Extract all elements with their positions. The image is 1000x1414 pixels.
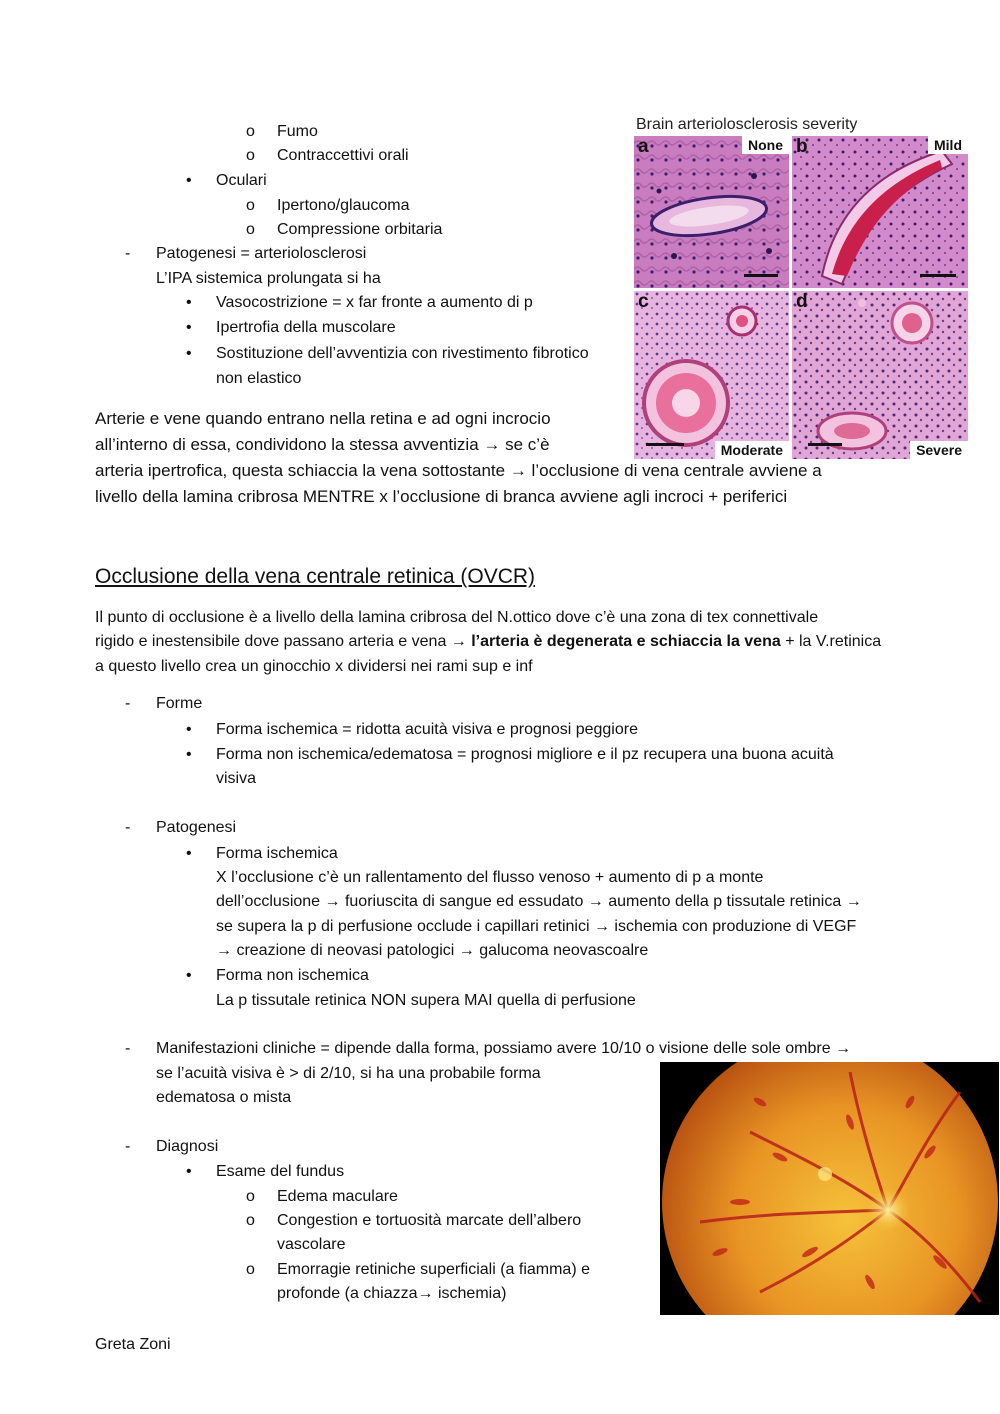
- list-item: vascolare: [277, 1236, 346, 1253]
- sub-bullet: o: [246, 1212, 255, 1229]
- sub-bullet: o: [246, 123, 255, 140]
- histology-panel-mild: [792, 136, 968, 288]
- dash-bullet: -: [125, 819, 131, 836]
- text-run: rigido e inestensibile dove passano arteria e vena →: [95, 633, 472, 650]
- paragraph-line: [95, 632, 881, 652]
- bold-text: l’arteria è degenerata e schiaccia la vena: [471, 633, 781, 650]
- list-item: Ipertono/glaucoma: [277, 197, 410, 214]
- list-item: Manifestazioni cliniche = dipende dalla forma, possiamo avere 10/10 o visione delle sole ombre →: [156, 1040, 852, 1057]
- figure-title: Brain arteriolosclerosis severity: [636, 116, 858, 133]
- list-item: Ipertrofia della muscolare: [216, 319, 396, 336]
- paragraph-line: livello della lamina cribrosa MENTRE x l’occlusione di branca avviene agli incroci + periferici: [95, 487, 788, 506]
- section-heading: Occlusione della vena centrale retinica (OVCR): [95, 565, 536, 588]
- list-text: se l’acuità visiva è > di 2/10, si ha una probabile forma: [156, 1065, 541, 1082]
- list-item: visiva: [216, 770, 257, 787]
- paragraph-line: Arterie e vene quando entrano nella retina e ad ogni incrocio: [95, 409, 551, 428]
- list-item: Forma ischemica = ridotta acuità visiva e prognosi peggiore: [216, 721, 638, 738]
- fundus-photo: [660, 1062, 999, 1315]
- list-text: se supera la p di perfusione occlude i capillari retinici → ischemia con produzione di VEGF: [216, 918, 857, 935]
- histology-panel-none: [634, 136, 789, 288]
- list-item: Patogenesi: [156, 819, 237, 836]
- bullet: •: [186, 172, 192, 189]
- bullet: •: [186, 345, 192, 362]
- panel-letter: d: [796, 291, 808, 312]
- footer-author: Greta Zoni: [95, 1336, 171, 1353]
- bullet: •: [186, 294, 192, 311]
- bullet: •: [186, 319, 192, 336]
- list-text: La p tissutale retinica NON supera MAI quella di perfusione: [216, 992, 636, 1009]
- scale-bar: [920, 274, 956, 277]
- list-item: Oculari: [216, 172, 267, 189]
- bullet: •: [186, 721, 192, 738]
- text-run: + la V.retinica: [780, 633, 882, 650]
- list-item: Contraccettivi orali: [277, 147, 409, 164]
- sub-bullet: o: [246, 147, 255, 164]
- list-text: → creazione di neovasi patologici → galucoma neovascoalre: [216, 942, 649, 959]
- scale-bar: [744, 274, 778, 277]
- histology-panel-severe: [792, 291, 968, 459]
- dash-bullet: -: [125, 1040, 131, 1057]
- bullet: •: [186, 967, 192, 984]
- list-item: Compressione orbitaria: [277, 221, 443, 238]
- list-text: L’IPA sistemica prolungata si ha: [156, 270, 381, 287]
- paragraph-line: a questo livello crea un ginocchio x dividersi nei rami sup e inf: [95, 658, 533, 675]
- list-item: Emorragie retiniche superficiali (a fiamma) e: [277, 1261, 590, 1278]
- list-item: Forma ischemica: [216, 845, 338, 862]
- list-text: edematosa o mista: [156, 1089, 292, 1106]
- panel-letter: b: [796, 136, 808, 157]
- bullet: •: [186, 746, 192, 763]
- list-item: non elastico: [216, 370, 302, 387]
- list-item: profonde (a chiazza→ ischemia): [277, 1285, 507, 1302]
- severity-label: Moderate: [715, 441, 789, 459]
- panel-letter: a: [638, 136, 649, 157]
- list-item: Esame del fundus: [216, 1163, 345, 1180]
- list-item: Forma non ischemica: [216, 967, 369, 984]
- scale-bar: [808, 443, 842, 446]
- scale-bar: [646, 443, 684, 446]
- severity-label: Severe: [910, 441, 968, 459]
- panel-letter: c: [638, 291, 649, 312]
- dash-bullet: -: [125, 1138, 131, 1155]
- dash-bullet: -: [125, 695, 131, 712]
- list-item: Fumo: [277, 123, 318, 140]
- sub-bullet: o: [246, 1261, 255, 1278]
- dash-bullet: -: [125, 245, 131, 262]
- sub-bullet: o: [246, 197, 255, 214]
- sub-bullet: o: [246, 1188, 255, 1205]
- sub-bullet: o: [246, 221, 255, 238]
- list-item: Edema maculare: [277, 1188, 398, 1205]
- bullet: •: [186, 1163, 192, 1180]
- severity-label: Mild: [928, 136, 968, 154]
- histology-panel-moderate: [634, 291, 789, 459]
- list-item: Diagnosi: [156, 1138, 219, 1155]
- severity-label: None: [742, 136, 789, 154]
- list-item: Patogenesi = arteriolosclerosi: [156, 245, 367, 262]
- paragraph-line: Il punto di occlusione è a livello della lamina cribrosa del N.ottico dove c’è una zona di tex connettivale: [95, 609, 819, 626]
- list-item: Congestion e tortuosità marcate dell’albero: [277, 1212, 582, 1229]
- bullet: •: [186, 845, 192, 862]
- histology-figure: [634, 116, 968, 459]
- list-item: Forme: [156, 695, 203, 712]
- paragraph-line: arteria ipertrofica, questa schiaccia la vena sottostante → l’occlusione di vena centrale avviene a: [95, 461, 822, 480]
- paragraph-line: all’interno di essa, condividono la stessa avventizia → se c’è: [95, 435, 550, 454]
- list-item: Sostituzione dell’avventizia con rivestimento fibrotico: [216, 345, 589, 362]
- list-item: Forma non ischemica/edematosa = prognosi migliore e il pz recupera una buona acuità: [216, 746, 834, 763]
- list-item: Vasocostrizione = x far fronte a aumento di p: [216, 294, 533, 311]
- list-text: dell’occlusione → fuoriuscita di sangue ed essudato → aumento della p tissutale retinica →: [216, 893, 862, 910]
- list-text: X l’occlusione c’è un rallentamento del flusso venoso + aumento di p a monte: [216, 869, 764, 886]
